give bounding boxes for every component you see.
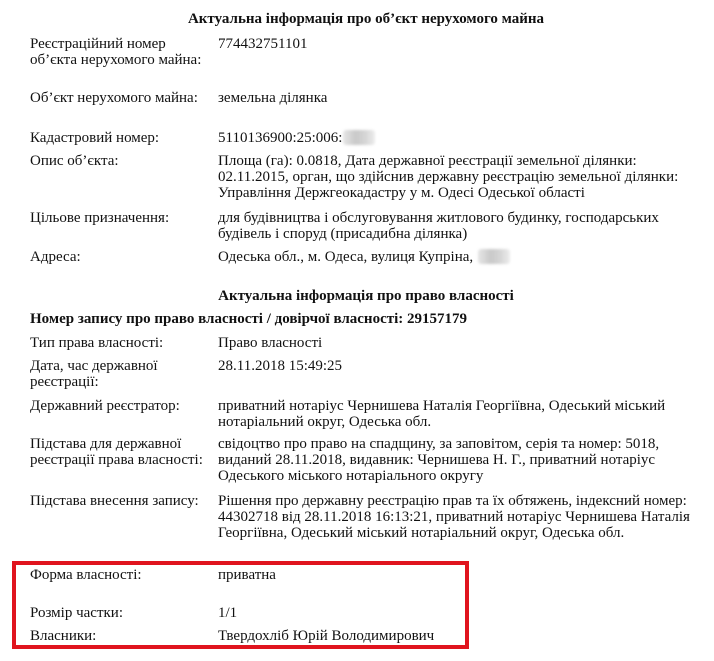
entry-basis-value: Рішення про державну реєстрацію прав та їх обтяжень, індексний номер: 44302718 від 28.11.2018 16:13:21, приватний нотаріус Чернишева Наталія Георгіївна, Одеський міський нотаріальний округ, Одеська обл. <box>218 493 690 541</box>
cadastral-number-text: 5110136900:25:006: <box>218 130 343 146</box>
cadastral-number-label: Кадастровий номер: <box>30 130 160 146</box>
redacted-cadastral-suffix <box>343 130 375 145</box>
ownership-type-label: Тип права власності: <box>30 335 164 351</box>
share-size-value: 1/1 <box>218 605 238 621</box>
ownership-form-label: Форма власності: <box>30 567 142 583</box>
entry-basis-label: Підстава внесення запису: <box>30 493 199 509</box>
owners-label: Власники: <box>30 628 97 644</box>
registration-number-label: Реєстраційний номер об’єкта нерухомого майна: <box>30 36 202 68</box>
registration-number-value: 774432751101 <box>218 36 308 52</box>
owners-value: Твердохліб Юрій Володимирович <box>218 628 435 644</box>
ownership-type-value: Право власності <box>218 335 323 351</box>
redacted-house-number <box>478 249 510 264</box>
registrar-label: Державний реєстратор: <box>30 398 180 414</box>
object-description-value: Площа (га): 0.0818, Дата державної реєстрації земельної ділянки: 02.11.2015, орган, що здійснив державну реєстрацію земельної ділянки: Управління Держгеокадастру у м. Одесі Одеської області <box>218 153 679 201</box>
ownership-record-number: Номер запису про право власності / довірчої власності: 29157179 <box>30 311 468 327</box>
registration-basis-value: свідоцтво про право на спадщину, за заповітом, серія та номер: 5018, виданий 28.11.2018, видавник: Чернишева Н. Г., приватний нотаріус Одеського міського нотаріального округу <box>218 436 660 484</box>
address-label: Адреса: <box>30 249 81 265</box>
highlight-frame <box>12 561 469 649</box>
object-section-title: Актуальна інформація про об’єкт нерухомого майна <box>187 11 545 27</box>
address-text: Одеська обл., м. Одеса, вулиця Купріна, <box>218 249 477 265</box>
cadastral-number-value <box>218 130 708 146</box>
address-value <box>218 249 708 265</box>
ownership-form-value: приватна <box>218 567 276 583</box>
share-size-label: Розмір частки: <box>30 605 123 621</box>
ownership-section-title: Актуальна інформація про право власності <box>218 288 514 304</box>
purpose-value: для будівництва і обслуговування житлового будинку, господарських будівель і споруд (присадибна ділянка) <box>218 210 659 242</box>
registrar-value: приватний нотаріус Чернишева Наталія Георгіївна, Одеський міський нотаріальний округ, Одеська обл. <box>218 398 666 430</box>
purpose-label: Цільове призначення: <box>30 210 170 226</box>
object-type-label: Об’єкт нерухомого майна: <box>30 90 198 106</box>
registration-basis-label: Підстава для державної реєстрації права власності: <box>30 436 203 468</box>
object-type-value: земельна ділянка <box>218 90 328 106</box>
registration-date-value: 28.11.2018 15:49:25 <box>218 358 343 374</box>
object-description-label: Опис об’єкта: <box>30 153 119 169</box>
registration-date-label: Дата, час державної реєстрації: <box>30 358 158 390</box>
